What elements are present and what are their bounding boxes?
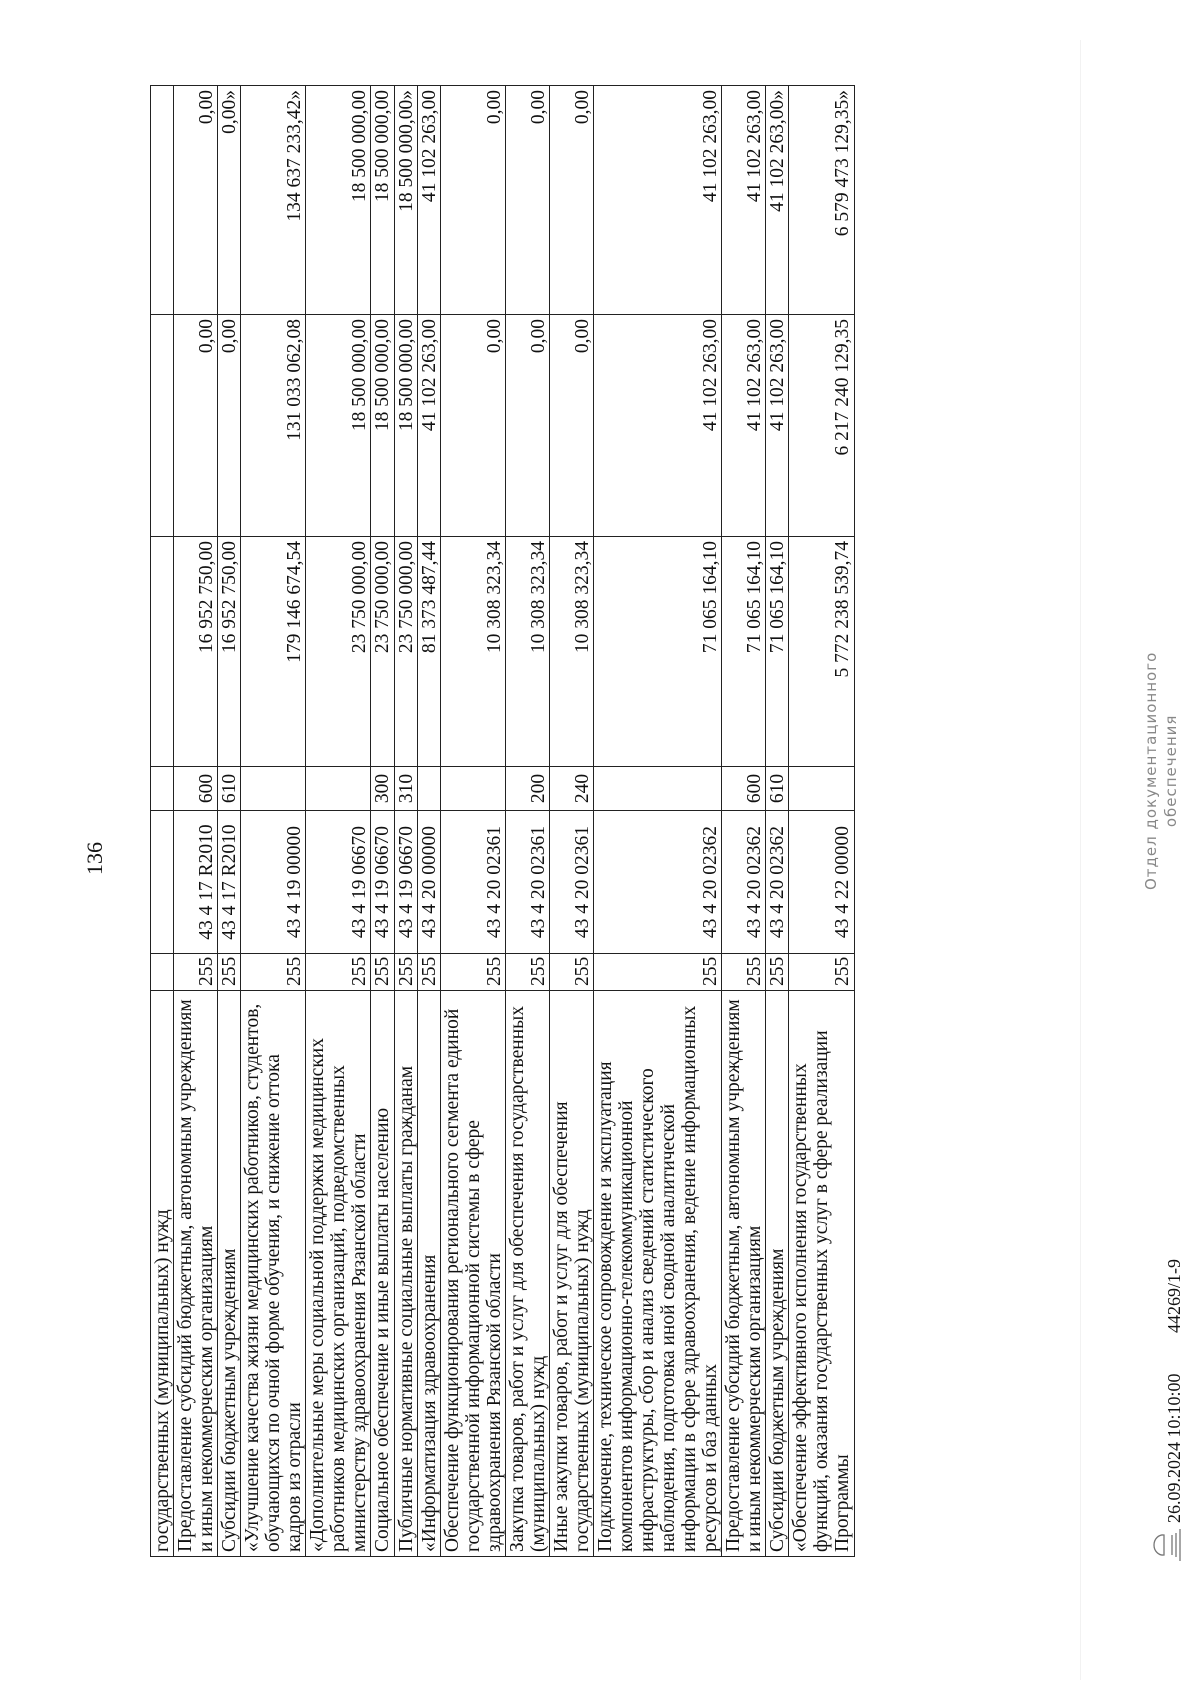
row-amount-2026: 18 500 000,00»: [394, 86, 417, 315]
row-ministry-code: 255: [440, 954, 505, 991]
row-expense-type: [151, 767, 174, 811]
row-target-article: 43 4 17 R2010: [174, 811, 218, 954]
row-amount-2026: 0,00»: [218, 86, 241, 315]
row-expense-type: 310: [394, 767, 417, 811]
row-target-article: 43 4 20 02361: [440, 811, 505, 954]
row-amount-2025: 18 500 000,00: [306, 315, 371, 537]
row-amount-2024: 5 772 238 539,74: [789, 537, 854, 767]
table-row: [722, 86, 766, 1557]
row-ministry-code: 255: [505, 954, 549, 991]
page-number: 136: [82, 842, 107, 875]
table-row: [440, 86, 505, 1557]
row-expense-type: [306, 767, 371, 811]
row-amount-2024: 23 750 000,00: [371, 537, 394, 767]
row-amount-2025: 0,00: [505, 315, 549, 537]
row-name: Иные закупки товаров, работ и услуг для обеспечения государственных (муниципальных) нужд: [549, 991, 593, 1557]
row-target-article: 43 4 20 02362: [593, 811, 721, 954]
row-amount-2024: 179 146 674,54: [241, 537, 306, 767]
row-amount-2026: 6 579 473 129,35»: [789, 86, 854, 315]
table-row: [241, 86, 306, 1557]
table-row: [417, 86, 440, 1557]
table-row: [593, 86, 721, 1557]
row-amount-2024: 10 308 323,34: [440, 537, 505, 767]
seal-emblem-icon: [1150, 1525, 1184, 1565]
table-row: [306, 86, 371, 1557]
stamp-line-2: обеспечения: [1161, 714, 1180, 828]
row-name: Закупка товаров, работ и услуг для обеспечения государственных (муниципальных) нужд: [505, 991, 549, 1557]
row-amount-2025: 41 102 263,00: [766, 315, 789, 537]
row-amount-2026: [151, 86, 174, 315]
row-target-article: [151, 811, 174, 954]
row-name: Подключение, техническое сопровождение и эксплуатация компонентов информационно-телекоммуникационной инфраструктуры, сбор и анализ сведений статистического наблюдения, подготовка иной сводной аналитической информации в сфере здравоохранения, ведение информационных ресурсов и баз данных: [593, 991, 721, 1557]
row-target-article: 43 4 20 02361: [505, 811, 549, 954]
row-target-article: 43 4 20 02362: [722, 811, 766, 954]
row-expense-type: [241, 767, 306, 811]
row-expense-type: 300: [371, 767, 394, 811]
row-ministry-code: 255: [593, 954, 721, 991]
table-row: [174, 86, 218, 1557]
budget-table-body: [151, 86, 855, 1557]
row-name: Субсидии бюджетным учреждениям: [766, 991, 789, 1557]
row-target-article: 43 4 19 06670: [394, 811, 417, 954]
row-target-article: 43 4 17 R2010: [218, 811, 241, 954]
row-name: Публичные нормативные социальные выплаты гражданам: [394, 991, 417, 1557]
row-ministry-code: 255: [371, 954, 394, 991]
row-target-article: 43 4 19 06670: [306, 811, 371, 954]
budget-table: [150, 85, 855, 1557]
row-name: Субсидии бюджетным учреждениям: [218, 991, 241, 1557]
row-amount-2026: 41 102 263,00»: [766, 86, 789, 315]
row-name: Предоставление субсидий бюджетным, автономным учреждениям и иным некоммерческим организациям: [722, 991, 766, 1557]
department-stamp: [1142, 652, 1181, 890]
row-ministry-code: 255: [174, 954, 218, 991]
stamp-line-1: Отдел документационного: [1142, 651, 1160, 890]
row-expense-type: 200: [505, 767, 549, 811]
row-ministry-code: 255: [789, 954, 854, 991]
row-amount-2025: 0,00: [174, 315, 218, 537]
table-row: [394, 86, 417, 1557]
row-amount-2024: 10 308 323,34: [505, 537, 549, 767]
row-name: «Дополнительные меры социальной поддержки медицинских работников медицинских организаций, подведомственных министерству здравоохранения Рязанской области: [306, 991, 371, 1557]
row-name: государственных (муниципальных) нужд: [151, 991, 174, 1557]
row-amount-2025: 0,00: [218, 315, 241, 537]
row-amount-2025: [151, 315, 174, 537]
row-amount-2026: 134 637 233,42»: [241, 86, 306, 315]
row-expense-type: 600: [722, 767, 766, 811]
row-amount-2024: 23 750 000,00: [394, 537, 417, 767]
row-expense-type: 240: [549, 767, 593, 811]
row-amount-2024: [151, 537, 174, 767]
row-expense-type: [789, 767, 854, 811]
row-amount-2025: 6 217 240 129,35: [789, 315, 854, 537]
row-amount-2026: 0,00: [505, 86, 549, 315]
table-row: [371, 86, 394, 1557]
row-name: Социальное обеспечение и иные выплаты населению: [371, 991, 394, 1557]
row-amount-2026: 18 500 000,00: [371, 86, 394, 315]
row-ministry-code: 255: [218, 954, 241, 991]
table-row: [789, 86, 854, 1557]
table-row: [766, 86, 789, 1557]
row-name: «Улучшение качества жизни медицинских работников, студентов, обучающихся по очной форме обучения, и снижение оттока кадров из отрасли: [241, 991, 306, 1557]
row-ministry-code: 255: [241, 954, 306, 991]
row-amount-2026: 0,00: [549, 86, 593, 315]
row-amount-2025: 131 033 062,08: [241, 315, 306, 537]
row-expense-type: [593, 767, 721, 811]
row-amount-2024: 71 065 164,10: [593, 537, 721, 767]
row-name: «Информатизация здравоохранения: [417, 991, 440, 1557]
row-amount-2026: 41 102 263,00: [722, 86, 766, 315]
row-amount-2024: 81 373 487,44: [417, 537, 440, 767]
row-amount-2025: 18 500 000,00: [394, 315, 417, 537]
row-amount-2024: 16 952 750,00: [174, 537, 218, 767]
row-amount-2024: 16 952 750,00: [218, 537, 241, 767]
row-ministry-code: 255: [766, 954, 789, 991]
footer-doc-code: 44269/1-9: [1164, 1259, 1184, 1333]
row-target-article: 43 4 20 00000: [417, 811, 440, 954]
row-amount-2025: 0,00: [549, 315, 593, 537]
row-amount-2024: 71 065 164,10: [766, 537, 789, 767]
row-expense-type: [440, 767, 505, 811]
row-amount-2026: 18 500 000,00: [306, 86, 371, 315]
row-target-article: 43 4 20 02362: [766, 811, 789, 954]
row-ministry-code: 255: [722, 954, 766, 991]
row-target-article: 43 4 22 00000: [789, 811, 854, 954]
row-ministry-code: 255: [394, 954, 417, 991]
row-name: «Обеспечение эффективного исполнения государственных функций, оказания государственных услуг в сфере реализации Программы: [789, 991, 854, 1557]
row-amount-2025: 41 102 263,00: [593, 315, 721, 537]
table-row: [151, 86, 174, 1557]
row-expense-type: 610: [766, 767, 789, 811]
row-ministry-code: 255: [306, 954, 371, 991]
row-amount-2026: 41 102 263,00: [417, 86, 440, 315]
row-amount-2026: 0,00: [440, 86, 505, 315]
row-amount-2026: 41 102 263,00: [593, 86, 721, 315]
table-row: [549, 86, 593, 1557]
row-ministry-code: 255: [417, 954, 440, 991]
row-amount-2026: 0,00: [174, 86, 218, 315]
row-amount-2024: 10 308 323,34: [549, 537, 593, 767]
row-name: Предоставление субсидий бюджетным, автономным учреждениям и иным некоммерческим организациям: [174, 991, 218, 1557]
footer-timestamp: 26.09.2024 10:10:00: [1164, 1373, 1184, 1523]
row-target-article: 43 4 20 02361: [549, 811, 593, 954]
row-amount-2025: 41 102 263,00: [417, 315, 440, 537]
table-row: [218, 86, 241, 1557]
row-target-article: 43 4 19 06670: [371, 811, 394, 954]
row-amount-2025: 41 102 263,00: [722, 315, 766, 537]
row-amount-2024: 71 065 164,10: [722, 537, 766, 767]
row-expense-type: 610: [218, 767, 241, 811]
row-amount-2025: 18 500 000,00: [371, 315, 394, 537]
row-amount-2025: 0,00: [440, 315, 505, 537]
table-row: [505, 86, 549, 1557]
row-amount-2024: 23 750 000,00: [306, 537, 371, 767]
row-expense-type: 600: [174, 767, 218, 811]
row-name: Обеспечение функционирования регионального сегмента единой государственной информационной системы в сфере здравоохранения Рязанской области: [440, 991, 505, 1557]
row-ministry-code: [151, 954, 174, 991]
row-target-article: 43 4 19 00000: [241, 811, 306, 954]
row-expense-type: [417, 767, 440, 811]
row-ministry-code: 255: [549, 954, 593, 991]
